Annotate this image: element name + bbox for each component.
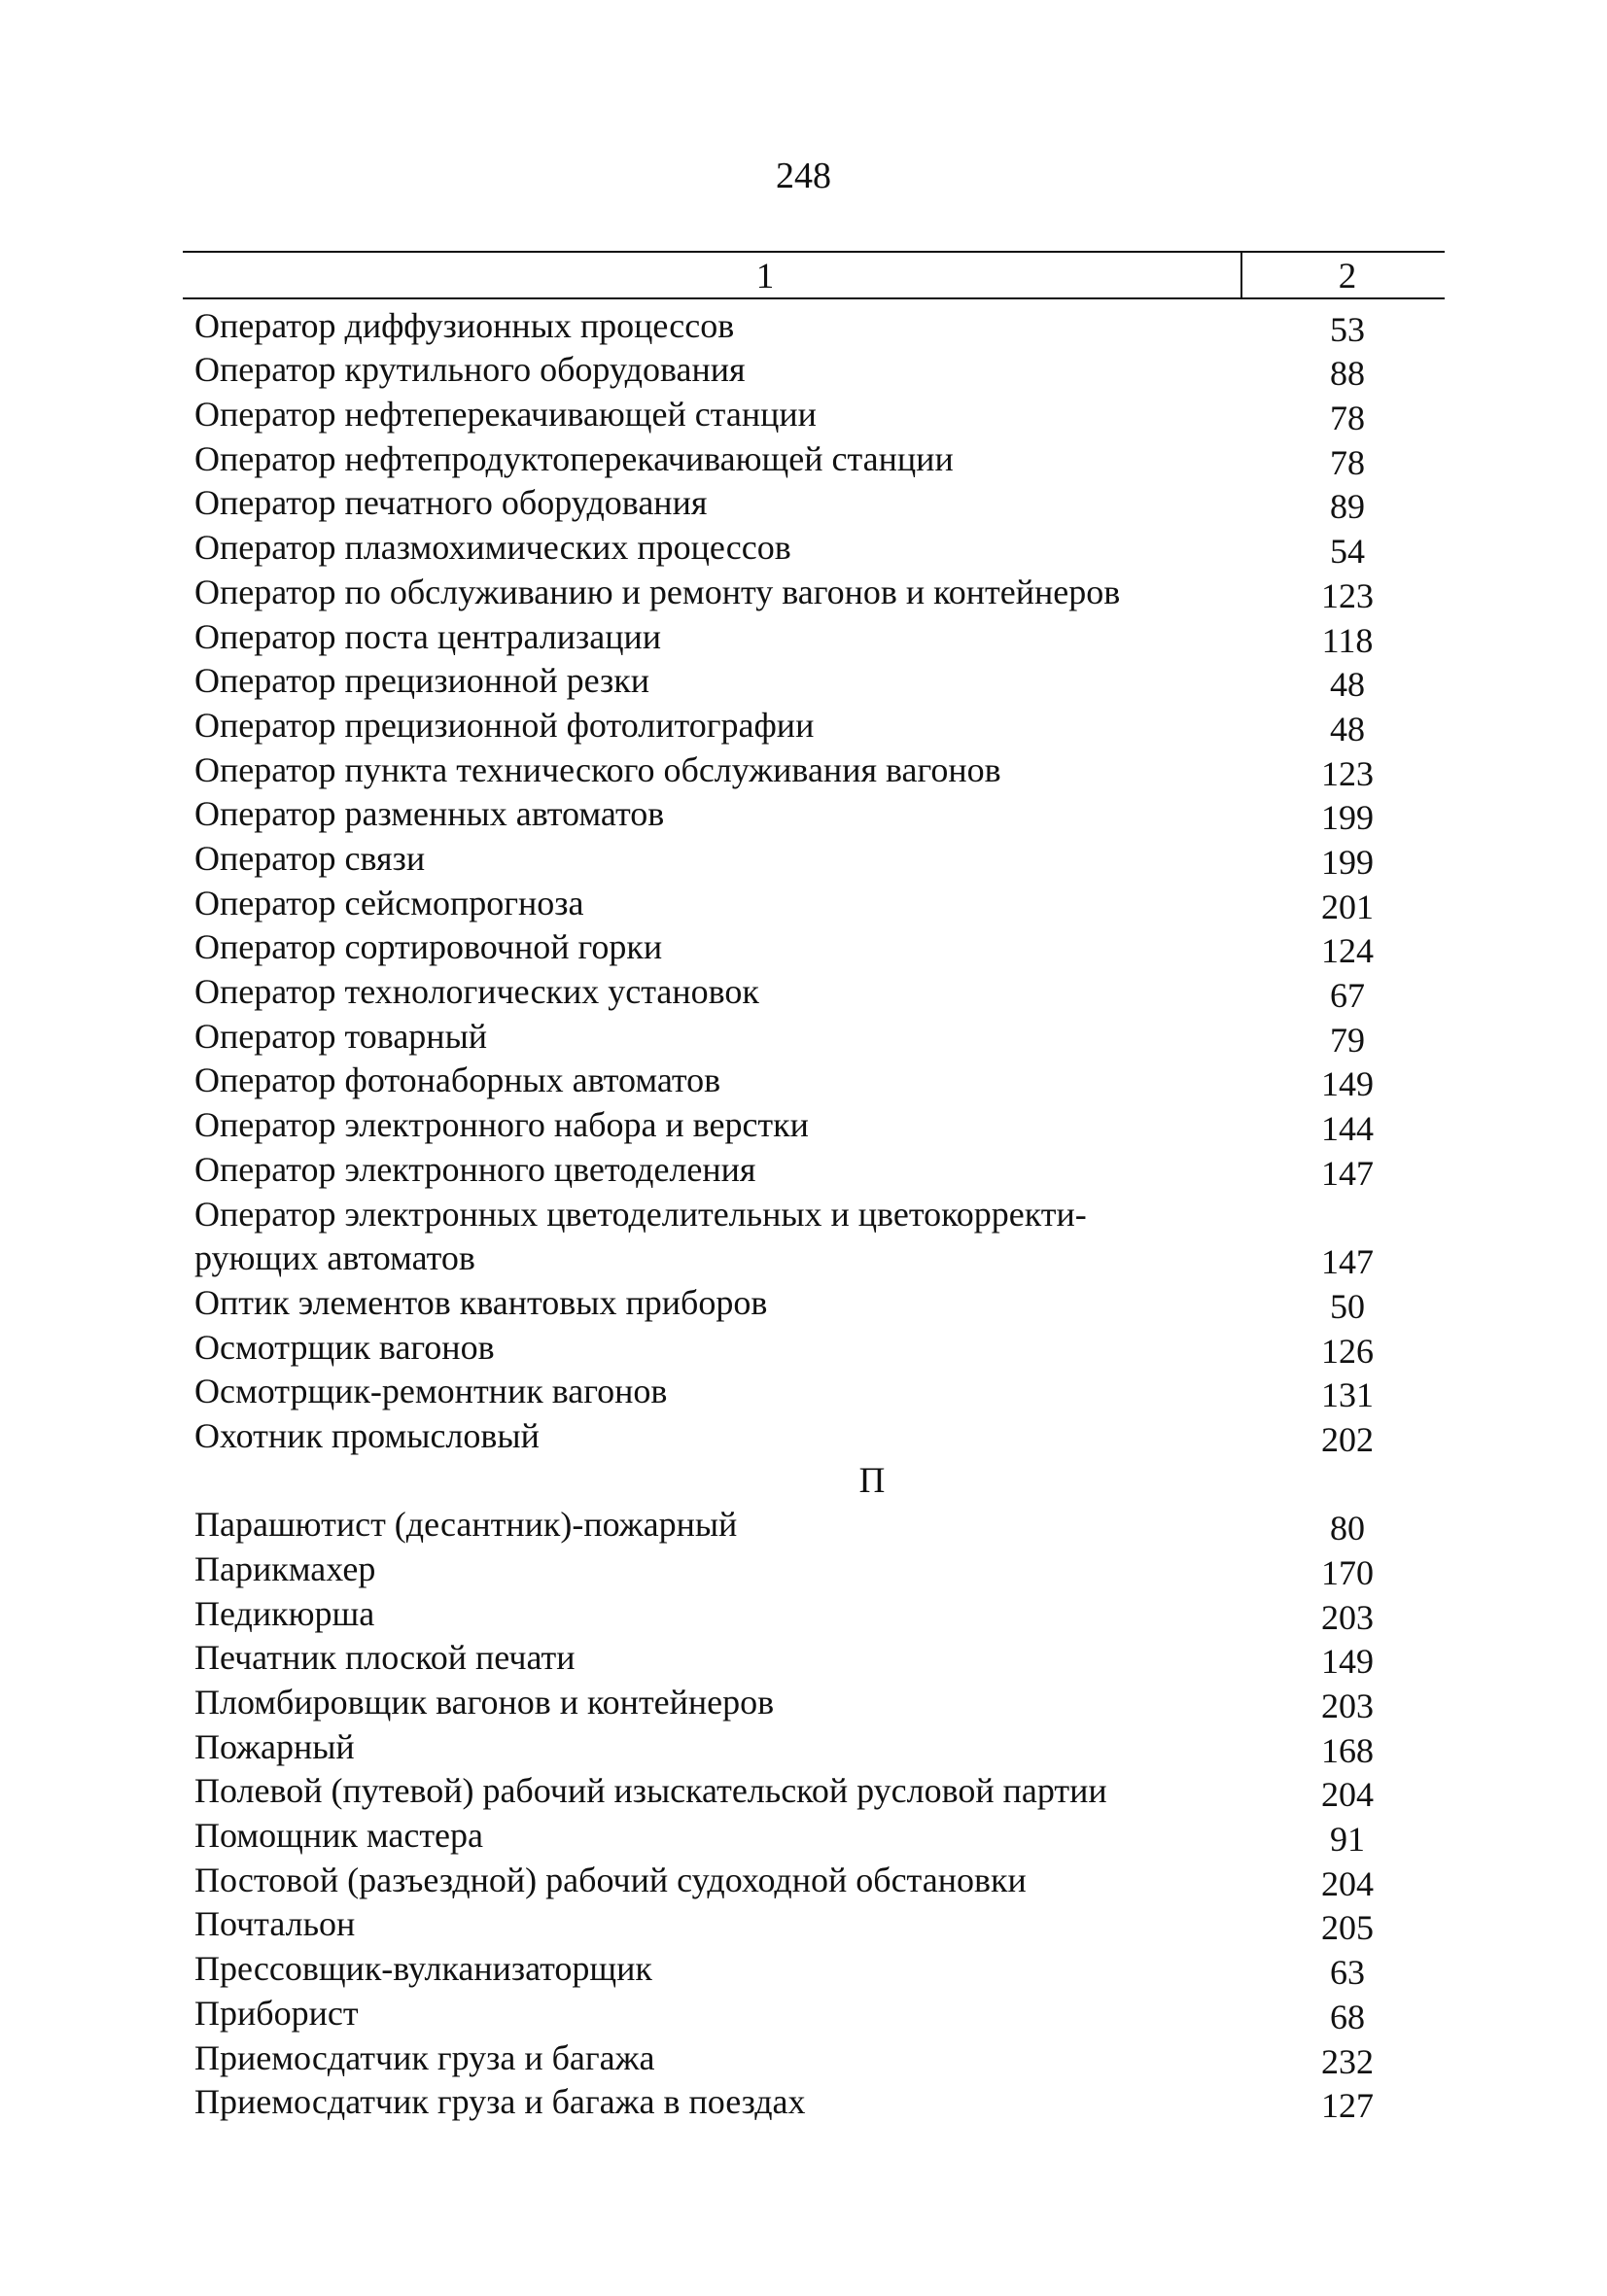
- page-ref: 199: [1321, 798, 1374, 838]
- page-ref: 48: [1330, 709, 1365, 748]
- profession-title: Постовой (разъездной) рабочий судоходной обстановки: [194, 1860, 1027, 1899]
- table-row: [183, 1547, 1445, 1591]
- profession-title: Осмотрщик-ремонтник вагонов: [194, 1372, 668, 1411]
- page-ref: 124: [1321, 931, 1374, 971]
- page-ref: 78: [1330, 399, 1365, 438]
- profession-title: Приемосдатчик груза и багажа: [194, 2037, 655, 2077]
- page-ref: 80: [1330, 1509, 1365, 1548]
- page-ref: 232: [1321, 2041, 1374, 2081]
- table-row: [183, 1503, 1445, 1548]
- page-ref: 91: [1330, 1820, 1365, 1860]
- table-row: [183, 1946, 1445, 1991]
- table-row: [183, 1192, 1445, 1280]
- profession-title: Оператор диффузионных процессов: [194, 305, 735, 345]
- profession-title: Оператор плазмохимических процессов: [194, 528, 791, 568]
- table-row: [183, 881, 1445, 925]
- profession-title: Оператор связи: [194, 838, 426, 878]
- profession-title-line-1: Оператор электронных цветоделительных и цветокорректи-: [194, 1195, 1087, 1235]
- table-row: [183, 748, 1445, 792]
- profession-title: Парикмахер: [194, 1548, 376, 1588]
- profession-title: Оператор сортировочной горки: [194, 927, 663, 967]
- page-ref: 144: [1321, 1109, 1374, 1149]
- page-ref: 168: [1321, 1730, 1374, 1770]
- table-row: [183, 1413, 1445, 1458]
- page-ref: 147: [1321, 1153, 1374, 1193]
- page-ref: 67: [1330, 976, 1365, 1015]
- table-row: [183, 1059, 1445, 1103]
- page-ref: 118: [1321, 620, 1374, 660]
- page-ref: 205: [1321, 1908, 1374, 1948]
- page-ref: 123: [1321, 575, 1374, 615]
- profession-title: Оператор сейсмопрогноза: [194, 883, 584, 922]
- page-ref: 204: [1321, 1775, 1374, 1815]
- page-ref: 149: [1321, 1642, 1374, 1682]
- table-row: [183, 481, 1445, 526]
- profession-title: Оператор нефтепродуктоперекачивающей станции: [194, 438, 954, 478]
- profession-title: Пожарный: [194, 1726, 355, 1766]
- table-row: [183, 1280, 1445, 1325]
- profession-title: Оператор товарный: [194, 1016, 488, 1056]
- page-ref: 201: [1321, 887, 1374, 926]
- page-ref: 123: [1321, 753, 1374, 793]
- profession-title: Охотник промысловый: [194, 1415, 540, 1455]
- table-row: [183, 836, 1445, 881]
- page-ref: 78: [1330, 442, 1365, 482]
- page-ref: 54: [1330, 532, 1365, 572]
- profession-title: Приборист: [194, 1993, 359, 2033]
- page-number: 248: [776, 156, 831, 196]
- profession-title: Оператор прецизионной резки: [194, 661, 649, 701]
- profession-title: Оператор электронного цветоделения: [194, 1149, 756, 1189]
- profession-title: Пломбировщик вагонов и контейнеров: [194, 1683, 775, 1722]
- page-ref: 199: [1321, 842, 1374, 882]
- profession-title: Оператор поста централизации: [194, 616, 662, 656]
- index-table: [183, 251, 1445, 2124]
- page-ref: 203: [1321, 1597, 1374, 1637]
- table-row: [183, 969, 1445, 1014]
- table-body: [183, 299, 1445, 2124]
- section-letter: П: [858, 1460, 886, 1501]
- table-row: [183, 1102, 1445, 1147]
- profession-title: Помощник мастера: [194, 1816, 484, 1856]
- table-row: [183, 303, 1445, 348]
- profession-title: Оператор разменных автоматов: [194, 794, 665, 834]
- profession-title: Парашютист (десантник)-пожарный: [194, 1505, 738, 1545]
- profession-title: Оператор печатного оборудования: [194, 483, 708, 523]
- profession-title: Оператор прецизионной фотолитографии: [194, 705, 815, 745]
- profession-title: Педикюрша: [194, 1593, 375, 1633]
- table-row: [183, 1724, 1445, 1769]
- table-row: [183, 1591, 1445, 1636]
- profession-title: Полевой (путевой) рабочий изыскательской русловой партии: [194, 1771, 1107, 1811]
- page-ref: 53: [1330, 309, 1365, 349]
- page-ref: 203: [1321, 1687, 1374, 1726]
- profession-title-line-2: рующих автоматов: [194, 1238, 475, 1278]
- profession-title: Оператор электронного набора и верстки: [194, 1105, 809, 1145]
- page-ref: 89: [1330, 487, 1365, 527]
- page-ref: 88: [1330, 354, 1365, 394]
- page-ref: 63: [1330, 1953, 1365, 1993]
- page-ref: 170: [1321, 1552, 1374, 1592]
- table-row: [183, 1769, 1445, 1814]
- header-column-2: 2: [1338, 257, 1357, 296]
- table-row: [183, 570, 1445, 614]
- table-row: [183, 1325, 1445, 1370]
- profession-title: Почтальон: [194, 1904, 356, 1944]
- table-row: [183, 1147, 1445, 1192]
- table-row: [183, 436, 1445, 481]
- profession-title: Оператор пункта технического обслуживания вагонов: [194, 749, 1001, 789]
- page-ref: 202: [1321, 1419, 1374, 1459]
- profession-title: Приемосдатчик груза и багажа в поездах: [194, 2082, 806, 2122]
- page-ref: 48: [1330, 665, 1365, 705]
- page-ref: 149: [1321, 1064, 1374, 1104]
- page-ref: 204: [1321, 1863, 1374, 1903]
- table-row: [183, 1636, 1445, 1681]
- page-ref: 131: [1321, 1375, 1374, 1415]
- page-ref: 50: [1330, 1286, 1365, 1326]
- table-row: [183, 1813, 1445, 1858]
- table-row: [183, 703, 1445, 748]
- profession-title: Оператор технологических установок: [194, 972, 759, 1011]
- page-ref: 68: [1330, 1997, 1365, 2036]
- profession-title: Оптик элементов квантовых приборов: [194, 1282, 768, 1322]
- table-row: [183, 792, 1445, 837]
- profession-title: [183, 1193, 1242, 1280]
- page-ref: 126: [1321, 1331, 1374, 1371]
- table-row: [183, 1991, 1445, 2035]
- profession-title: Оператор фотонаборных автоматов: [194, 1061, 721, 1100]
- table-row: [183, 1902, 1445, 1947]
- table-row: [183, 1858, 1445, 1902]
- table-row: [183, 659, 1445, 704]
- profession-title: Осмотрщик вагонов: [194, 1327, 495, 1367]
- profession-title: Оператор по обслуживанию и ремонту вагонов и контейнеров: [194, 572, 1121, 611]
- table-row: [183, 348, 1445, 393]
- table-row: [183, 925, 1445, 970]
- table-header-row: [183, 253, 1445, 297]
- header-column-1: 1: [183, 253, 1242, 297]
- profession-title: Оператор крутильного оборудования: [194, 350, 746, 390]
- page-ref: 147: [1321, 1242, 1374, 1282]
- table-row: [183, 1014, 1445, 1059]
- page-ref: 127: [1321, 2086, 1374, 2126]
- table-row: [183, 1370, 1445, 1414]
- table-row: [183, 2035, 1445, 2080]
- profession-title: Оператор нефтеперекачивающей станции: [194, 395, 817, 435]
- profession-title: Прессовщик-вулканизаторщик: [194, 1949, 652, 1989]
- table-row: [183, 2080, 1445, 2125]
- table-row: [183, 1680, 1445, 1724]
- table-row: [183, 614, 1445, 659]
- page-ref: 79: [1330, 1020, 1365, 1060]
- table-row: [183, 392, 1445, 436]
- table-row: [183, 525, 1445, 570]
- profession-title: Печатник плоской печати: [194, 1638, 576, 1678]
